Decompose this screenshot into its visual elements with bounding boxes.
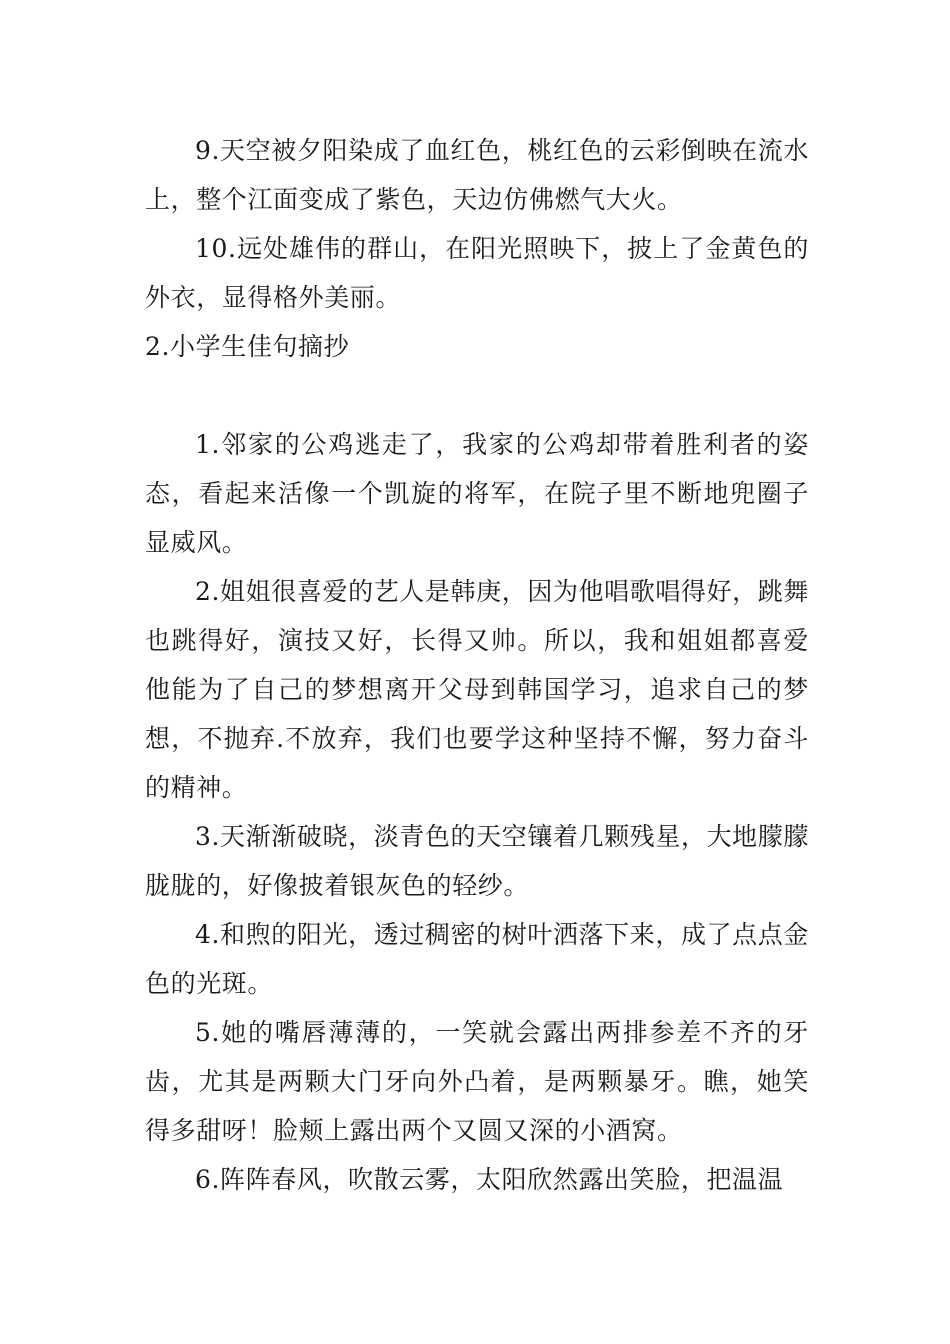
section-heading: 2.小学生佳句摘抄 bbox=[145, 332, 350, 361]
paragraph-item-4: 4.和煦的阳光，透过稠密的树叶洒落下来，成了点点金色的光斑。 bbox=[145, 920, 809, 998]
blank-line bbox=[145, 371, 809, 420]
paragraph-item-5: 5.她的嘴唇薄薄的，一笑就会露出两排参差不齐的牙齿，尤其是两颗大门牙向外凸着，是两颗暴牙。瞧，她笑得多甜呀！脸颊上露出两个又圆又深的小酒窝。 bbox=[145, 1018, 809, 1145]
document-body bbox=[145, 126, 809, 1204]
paragraph-item-1: 1.邻家的公鸡逃走了，我家的公鸡却带着胜利者的姿态，看起来活像一个凯旋的将军，在院子里不断地兜圈子显威风。 bbox=[145, 430, 809, 557]
paragraph-item-10: 10.远处雄伟的群山，在阳光照映下，披上了金黄色的外衣，显得格外美丽。 bbox=[145, 234, 809, 312]
paragraph-item-9: 9.天空被夕阳染成了血红色，桃红色的云彩倒映在流水上，整个江面变成了紫色，天边仿佛燃气大火。 bbox=[145, 136, 809, 214]
paragraph-item-3: 3.天渐渐破晓，淡青色的天空镶着几颗残星，大地朦朦胧胧的，好像披着银灰色的轻纱。 bbox=[145, 822, 809, 900]
paragraph-item-2: 2.姐姐很喜爱的艺人是韩庚，因为他唱歌唱得好，跳舞也跳得好，演技又好，长得又帅。所以，我和姐姐都喜爱他能为了自己的梦想离开父母到韩国学习，追求自己的梦想，不抛弃.不放弃，我们也要学这种坚持不懈，努力奋斗的精神。 bbox=[145, 577, 809, 802]
paragraph-item-6: 6.阵阵春风，吹散云雾，太阳欣然露出笑脸，把温温 bbox=[195, 1165, 784, 1194]
